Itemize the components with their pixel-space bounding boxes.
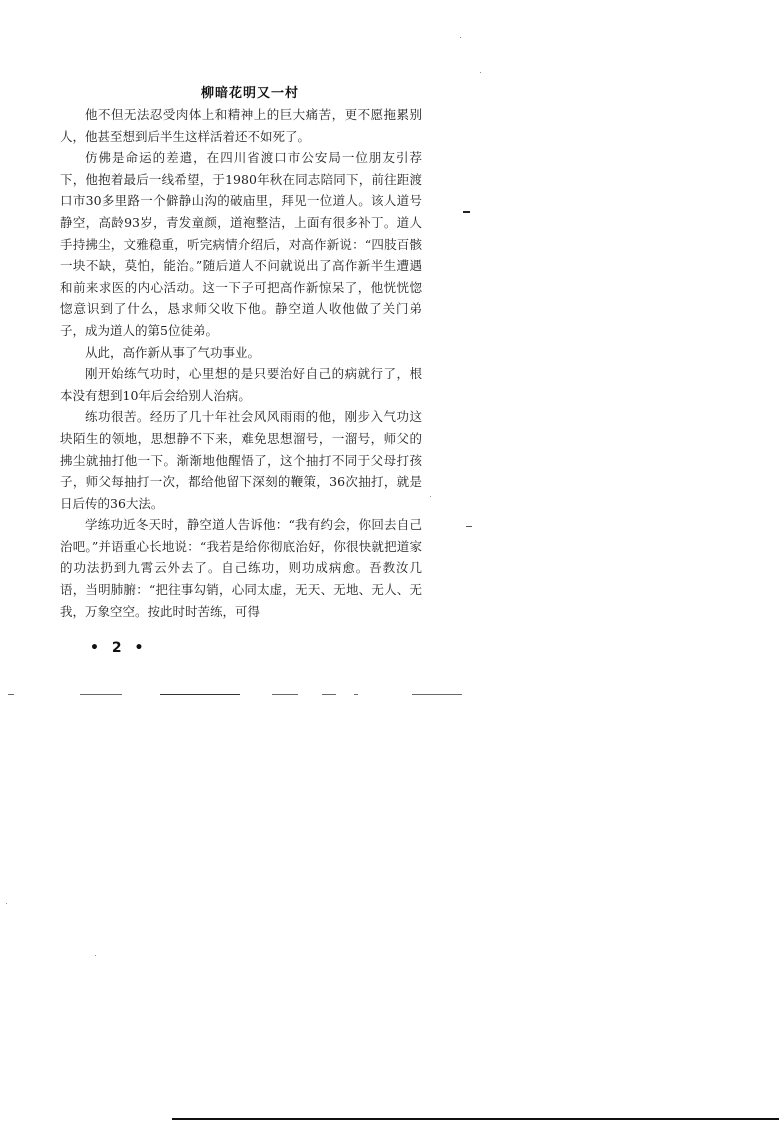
paragraph-3: 从此，高作新从事了气功事业。	[85, 344, 261, 360]
scan-artifact-mark	[466, 526, 472, 527]
page-bottom-edge	[172, 1118, 779, 1120]
chapter-title: 柳暗花明又一村	[200, 86, 299, 101]
page-number: • 2 •	[90, 640, 148, 656]
paragraph-4: 刚开始练气功时，心里想的是只要治好自己的病就行了，根本没有想到10年后会给别人治病。	[60, 366, 422, 403]
scan-artifact-line	[160, 694, 240, 695]
scan-speck	[460, 37, 461, 38]
paragraph-2: 仿佛是命运的差遣，在四川省渡口市公安局一位朋友引荐下，他抱着最后一线希望，于1980年秋在同志陪同下，前往距渡口市30多里路一个僻静山沟的破庙里，拜见一位道人。该人道号静空，高龄93岁，青发童颜，道袍整洁，上面有很多补丁。道人手持拂尘，文雅稳重，听完病情介绍后，对高作新说：“四肢百骸一块不缺，莫怕，能治。”随后道人不问就说出了高作新半生遭遇和前来求医的内心活动。这一下子可把高作新惊呆了，他恍恍惚惚意识到了什么，恳求师父收下他。静空道人收他做了关门弟子，成为道人的第5位徒弟。	[60, 150, 422, 338]
scan-speck	[430, 496, 431, 497]
scan-speck	[6, 903, 7, 904]
paragraph-1: 他不但无法忍受肉体上和精神上的巨大痛苦，更不愿拖累别人，他甚至想到后半生这样活着还不如死了。	[60, 107, 422, 144]
paragraph-6: 学练功近冬天时，静空道人告诉他：“我有约会，你回去自己治吧。”并语重心长地说：“我若是给你彻底治好，你很快就把道家的功法扔到九霄云外去了。自己练功，则功成病愈。吾教汝几语，当明肺腑：“把往事勾销，心同太虚，无天、无地、无人、无我，万象空空。按此时时苦练，可得	[60, 517, 422, 619]
body-text	[60, 104, 422, 622]
paragraph-5: 练功很苦。经历了几十年社会风风雨雨的他，刚步入气功这块陌生的领地，思想静不下来，难免思想溜号，一溜号，师父的拂尘就抽打他一下。渐渐地他醒悟了，这个抽打不同于父母打孩子，师父每抽打一次，都给他留下深刻的鞭策，36次抽打，就是日后传的36大法。	[60, 409, 422, 511]
scan-artifact-line	[272, 694, 298, 695]
scan-artifact-mark	[463, 211, 470, 213]
scan-artifact-line	[412, 694, 462, 695]
scan-speck	[480, 72, 481, 73]
scan-artifact-line	[322, 694, 336, 695]
scan-artifact-line	[80, 694, 122, 695]
scan-artifact-line	[8, 694, 14, 695]
scan-speck	[95, 955, 96, 956]
scan-artifact-line	[354, 694, 358, 695]
